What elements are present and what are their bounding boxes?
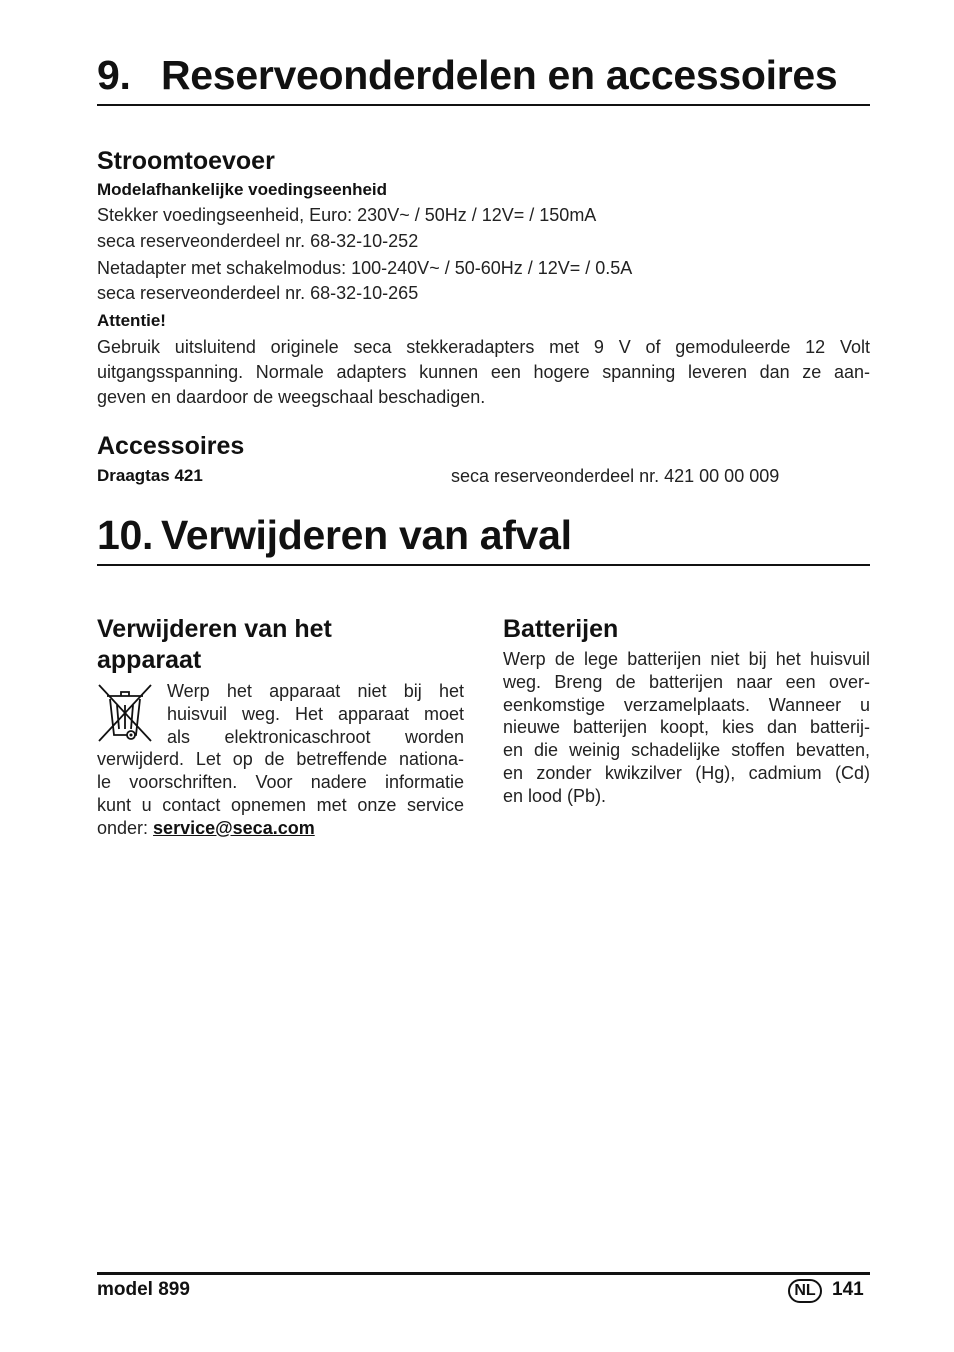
attention-paragraph [97,335,870,410]
device-line-4: verwijderd. Let op de betreffende nationa- [97,749,464,770]
accessories-heading: Accessoires [97,432,245,460]
accessory-item-name: Draagtas 421 [97,466,203,485]
batteries-line-7: en lood (Pb). [503,785,607,806]
device-line-2: huisvuil weg. Het apparaat moet [167,703,464,724]
section-9-title: Reserveonderdelen en accessoires [161,52,838,98]
attention-line-3: geven en daardoor de weegschaal beschadigen. [97,387,486,407]
batteries-line-4: nieuwe batterijen koopt, kies dan batterij- [503,717,870,738]
section-10-heading [97,512,870,559]
device-disposal-text [97,680,464,840]
attention-label: Attentie! [97,311,166,330]
device-line-6: kunt u contact opnemen met onze service [97,794,464,815]
device-disposal-heading-line-1: Verwijderen van het [97,615,332,643]
device-line-1: Werp het apparaat niet bij het [167,681,464,701]
accessory-item-part: seca reserveonderdeel nr. 421 00 00 009 [451,466,780,486]
device-disposal-heading [97,614,467,676]
batteries-line-3: eenkomstige verzamelplaats. Wanneer u [503,694,870,715]
power-line-1: Stekker voedingseenheid, Euro: 230V~ / 50Hz / 12V= / 150mA [97,205,597,225]
batteries-line-1: Werp de lege batterijen niet bij het huisvuil [503,649,870,669]
power-line-2: seca reserveonderdeel nr. 68-32-10-252 [97,231,419,251]
attention-line-1: Gebruik uitsluitend originele seca stekkeradapters met 9 V of gemoduleerde 12 Volt [97,337,870,357]
service-email-link[interactable]: service@seca.com [153,817,315,838]
device-disposal-heading-line-2: apparaat [97,646,202,674]
page-number: 141 [832,1279,864,1300]
power-subheading: Modelafhankelijke voedingseenheid [97,180,388,199]
batteries-line-2: weg. Breng de batterijen naar een over- [503,671,870,692]
power-heading: Stroomtoevoer [97,147,275,175]
section-9-rule [97,104,870,106]
power-line-4: seca reserveonderdeel nr. 68-32-10-265 [97,283,419,303]
device-line-3: als elektronicaschroot worden [167,726,464,747]
contact-prefix: onder: [97,817,154,838]
section-10-title: Verwijderen van afval [161,512,572,558]
section-9-number: 9. [97,52,131,98]
section-10-number: 10. [97,512,154,558]
footer-rule [97,1272,870,1275]
power-line-3: Netadapter met schakelmodus: 100-240V~ / 50-60Hz / 12V= / 0.5A [97,258,633,278]
footer-model: model 899 [97,1279,190,1300]
device-line-5: le voorschriften. Voor nadere informatie [97,772,464,793]
attention-line-2: uitgangsspanning. Normale adapters kunnen een hogere spanning leveren dan ze aan- [97,362,870,382]
device-line-7 [97,817,464,840]
section-9-heading [97,52,870,99]
batteries-line-6: en zonder kwikzilver (Hg), cadmium (Cd) [503,762,870,783]
language-badge: NL [788,1279,822,1303]
section-10-rule [97,564,870,566]
batteries-heading: Batterijen [503,615,619,643]
batteries-text [503,648,870,808]
batteries-line-5: en die weinig schadelijke stoffen bevatten, [503,740,870,761]
